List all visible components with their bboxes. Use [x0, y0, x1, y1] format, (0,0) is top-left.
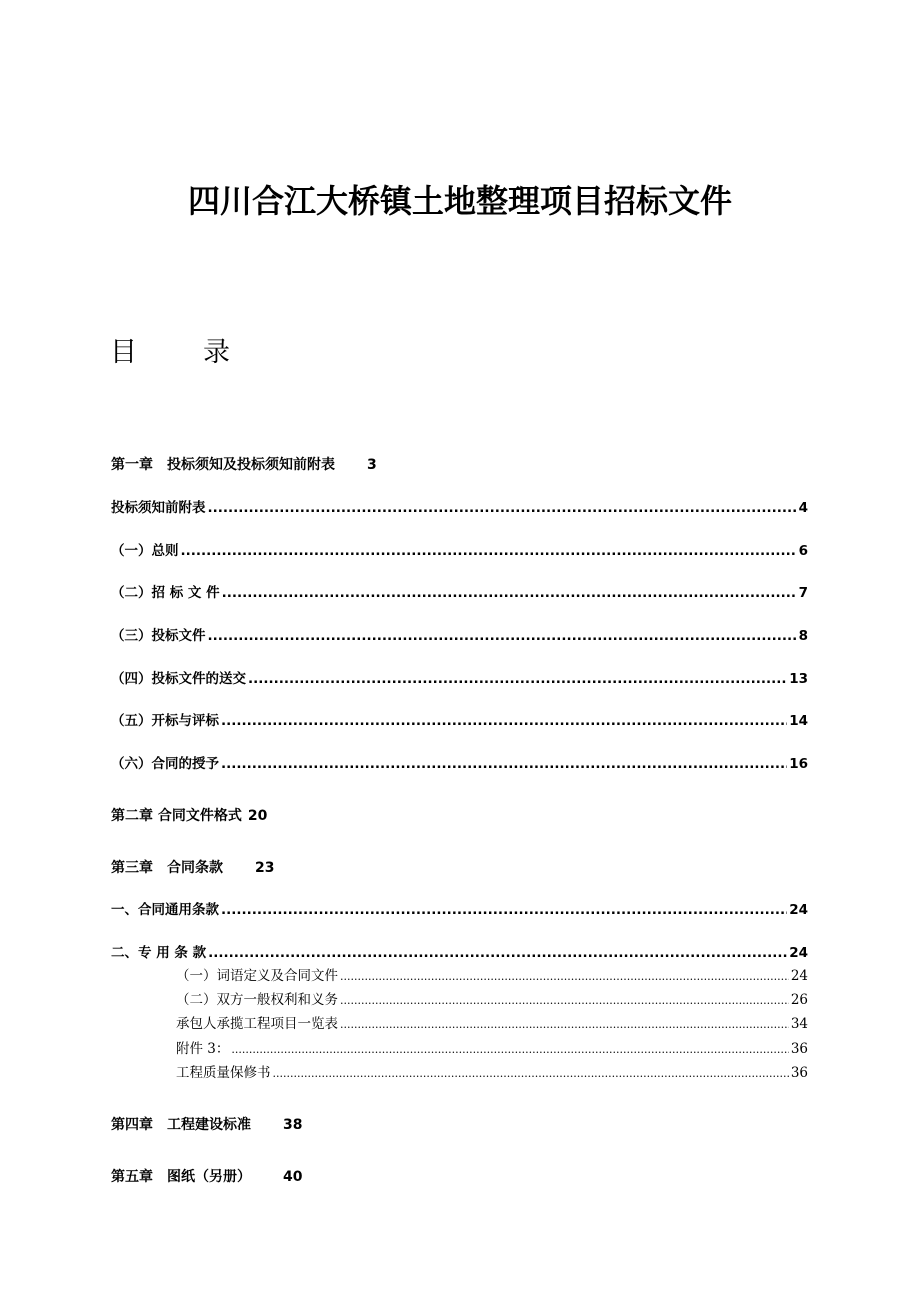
toc-entry-contract-award[interactable]	[111, 754, 808, 774]
toc-entry-general-terms[interactable]	[111, 900, 808, 920]
toc-heading-char-2: 录	[203, 337, 230, 368]
toc-entry-label: 投标须知前附表	[111, 500, 206, 516]
toc-chapter-page: 23	[255, 860, 275, 876]
toc-leader	[208, 498, 797, 518]
toc-chapter-4[interactable]	[111, 1115, 302, 1135]
toc-entry-label: （二）双方一般权利和义务	[176, 992, 338, 1008]
toc-entry-label: 附件 3：	[176, 1041, 230, 1057]
toc-chapter-label: 第一章 投标须知及投标须知前附表	[111, 457, 335, 473]
toc-entry-page: 34	[790, 1016, 808, 1032]
toc-entry-page: 24	[789, 902, 808, 918]
toc-leader	[273, 1064, 789, 1084]
toc-leader	[208, 943, 787, 963]
toc-entry-label: （四）投标文件的送交	[111, 671, 246, 687]
toc-entry-label: （一）总则	[111, 543, 179, 559]
toc-entry-label: 承包人承揽工程项目一览表	[176, 1016, 338, 1032]
toc-entry-bid-submission[interactable]	[111, 669, 808, 689]
toc-entry-label: （二）招 标 文 件	[111, 585, 220, 601]
toc-chapter-label: 第二章 合同文件格式	[111, 808, 242, 824]
toc-leader	[221, 900, 787, 920]
toc-entry-label: （三）投标文件	[111, 628, 206, 644]
toc-entry-page: 26	[790, 992, 808, 1008]
toc-entry-label: 二、专 用 条 款	[111, 945, 207, 961]
toc-chapter-5[interactable]	[111, 1167, 302, 1187]
document-title: 四川合江大桥镇土地整理项目招标文件	[187, 182, 732, 220]
toc-entry-page: 36	[790, 1065, 808, 1081]
toc-heading	[110, 333, 230, 373]
toc-entry-label: 工程质量保修书	[176, 1065, 271, 1081]
toc-leader	[221, 754, 787, 774]
toc-entry-page: 36	[790, 1041, 808, 1057]
toc-chapter-2[interactable]	[111, 806, 267, 826]
toc-entry-general[interactable]	[111, 541, 808, 561]
toc-leader	[340, 991, 789, 1011]
toc-entry-label: 一、合同通用条款	[111, 902, 219, 918]
toc-entry-page: 24	[790, 968, 808, 984]
toc-chapter-1[interactable]	[111, 455, 377, 475]
toc-leader	[222, 583, 797, 603]
toc-leader	[231, 1040, 788, 1060]
toc-entry-page: 7	[798, 585, 808, 601]
toc-entry-page: 13	[789, 671, 808, 687]
toc-entry-label: （五）开标与评标	[111, 713, 219, 729]
toc-entry-page: 8	[798, 628, 808, 644]
toc-entry-label: （一）词语定义及合同文件	[176, 968, 338, 984]
toc-entry-opening-evaluation[interactable]	[111, 711, 808, 731]
toc-chapter-label: 第五章 图纸（另册）	[111, 1169, 251, 1185]
toc-chapter-page: 3	[367, 457, 377, 473]
toc-sub-entry-warranty[interactable]	[176, 1063, 808, 1084]
toc-entry-label: （六）合同的授予	[111, 756, 219, 772]
toc-leader	[208, 626, 797, 646]
toc-chapter-3[interactable]	[111, 858, 274, 878]
toc-entry-page: 16	[789, 756, 808, 772]
toc-heading-char-1: 目	[110, 337, 137, 368]
toc-sub-entry-attachment-3[interactable]	[176, 1039, 808, 1060]
toc-sub-entry-project-list[interactable]	[176, 1014, 808, 1035]
toc-leader	[181, 541, 797, 561]
toc-chapter-page: 20	[247, 808, 268, 824]
toc-chapter-label: 第四章 工程建设标准	[111, 1117, 251, 1133]
toc-chapter-label: 第三章 合同条款	[111, 860, 223, 876]
toc-entry-page: 24	[789, 945, 808, 961]
toc-chapter-page: 38	[283, 1117, 303, 1133]
toc-entry-page: 6	[798, 543, 808, 559]
toc-entry-special-terms[interactable]	[111, 943, 808, 963]
toc-leader	[248, 669, 787, 689]
toc-chapter-page: 40	[283, 1169, 303, 1185]
toc-entry-page: 4	[798, 500, 808, 516]
toc-leader	[221, 711, 787, 731]
toc-leader	[340, 967, 789, 987]
toc-entry-page: 14	[789, 713, 808, 729]
toc-sub-entry-definitions[interactable]	[176, 966, 808, 987]
toc-entry-bid-documents[interactable]	[111, 626, 808, 646]
toc-sub-entry-rights-obligations[interactable]	[176, 990, 808, 1011]
toc-entry-tender-documents[interactable]	[111, 583, 808, 603]
toc-leader	[340, 1015, 789, 1035]
toc-entry-bidding-table[interactable]	[111, 498, 808, 518]
